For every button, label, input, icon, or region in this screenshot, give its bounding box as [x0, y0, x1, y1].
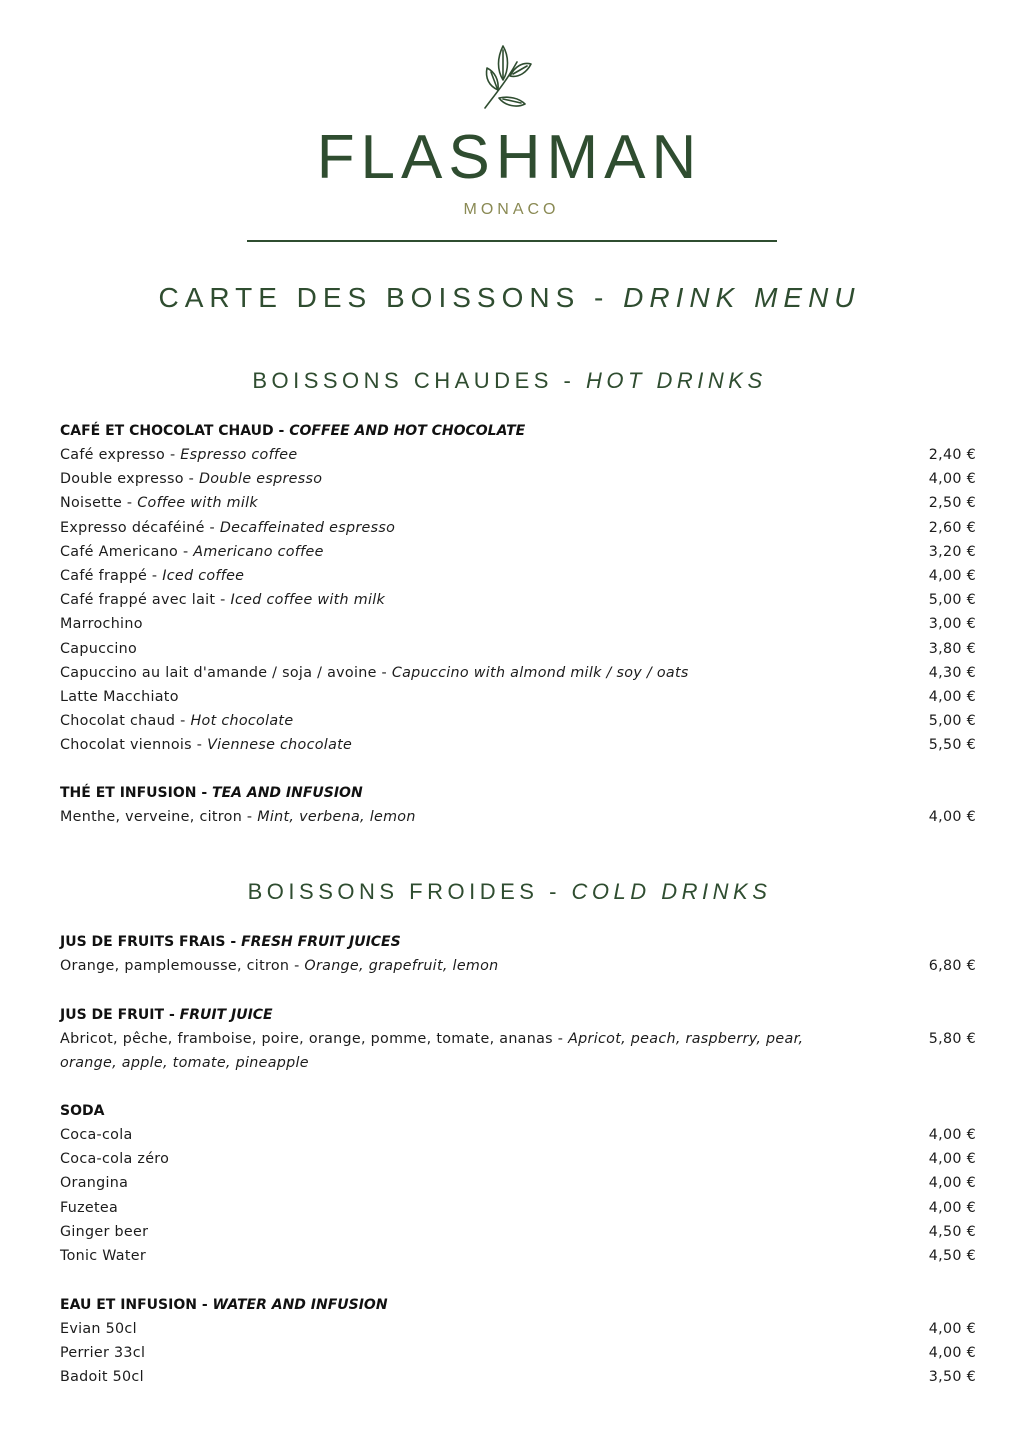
menu-item [60, 1123, 976, 1147]
menu-item-name-fr: Tonic Water [60, 1248, 147, 1265]
category-heading-separator: - [225, 934, 242, 950]
category-heading-en: COFFEE AND HOT CHOCOLATE [289, 423, 526, 439]
leaf-sprig-icon [477, 40, 535, 112]
menu-item-separator: - [175, 713, 191, 730]
section-title-separator: - [538, 879, 572, 904]
menu-item-name [60, 516, 919, 540]
menu-item [60, 588, 976, 612]
menu-item-name [60, 540, 919, 564]
category-heading-separator: - [196, 785, 213, 801]
section-title-separator: - [552, 368, 586, 393]
menu-title-separator: - [580, 282, 624, 313]
brand-name: FLASHMAN [316, 123, 703, 192]
menu-item-name-fr: Capuccino [60, 640, 138, 657]
menu-item-name [60, 1027, 860, 1075]
section-title-fr: BOISSONS CHAUDES [252, 368, 553, 393]
category-coffee [60, 419, 976, 758]
menu-item-price: 4,30 € [928, 664, 976, 681]
menu-item-name-fr: Capuccino au lait d'amande / soja / avoine [60, 664, 377, 681]
menu-item-separator: - [289, 958, 305, 974]
menu-item-separator: - [215, 592, 231, 609]
menu-item-name-fr: Orange, pamplemousse, citron [60, 958, 290, 974]
menu-item [60, 491, 976, 515]
menu-item-name-fr: Marrochino [60, 616, 143, 633]
menu-item-separator: - [552, 1031, 569, 1047]
menu-item-price: 4,00 € [928, 1199, 976, 1216]
menu-item-name [60, 709, 919, 733]
menu-item-name-fr: Latte Macchiato [60, 689, 179, 706]
menu-item-price: 4,50 € [928, 1248, 976, 1265]
menu-item-name [60, 1317, 919, 1341]
menu-item-name-fr: Evian 50cl [60, 1321, 137, 1337]
category-heading-en: FRUIT JUICE [179, 1007, 273, 1023]
category-water [60, 1293, 976, 1390]
menu-item-name-en: Apricot, peach, raspberry, pear, orange, apple, tomate, pineapple [60, 1031, 804, 1072]
menu-item-name [60, 1341, 919, 1365]
menu-item [60, 709, 976, 733]
menu-item [60, 564, 976, 588]
menu-item-price: 3,20 € [928, 543, 976, 560]
menu-item-name-en: Capuccino with almond milk / soy / oats [391, 664, 689, 681]
menu-item-price: 4,00 € [928, 1151, 976, 1168]
item-list [60, 805, 976, 829]
category-heading-fr: JUS DE FRUIT [60, 1007, 165, 1023]
section-title-fr: BOISSONS FROIDES [247, 879, 539, 904]
category-heading-fr: THÉ ET INFUSION [60, 785, 197, 801]
menu-title-en: DRINK MENU [623, 282, 861, 313]
menu-item [60, 467, 976, 491]
menu-item [60, 1244, 976, 1268]
category-heading-separator: - [196, 1297, 213, 1313]
menu-item-name-fr: Noisette [60, 495, 123, 512]
menu-item [60, 516, 976, 540]
menu-item-name-fr: Café expresso [60, 447, 166, 463]
menu-item-price: 3,50 € [928, 1369, 976, 1386]
section-title-en: COLD DRINKS [571, 879, 772, 904]
menu-item-name-en: Americano coffee [193, 543, 324, 560]
menu-item [60, 733, 976, 757]
menu-item-price: 2,50 € [928, 495, 976, 512]
brand-location: MONACO [463, 201, 560, 218]
section-title-cold-drinks [0, 879, 1019, 905]
category-tea [60, 781, 976, 829]
menu-item-price: 4,00 € [928, 1321, 976, 1337]
menu-item [60, 805, 976, 829]
menu-item-separator: - [147, 568, 163, 585]
menu-item-name-fr: Abricot, pêche, framboise, poire, orange, pomme, tomate, ananas [60, 1031, 553, 1047]
menu-item-price: 2,60 € [928, 519, 976, 536]
menu-item-name [60, 637, 919, 661]
menu-item [60, 685, 976, 709]
menu-item-name-fr: Badoit 50cl [60, 1369, 144, 1386]
menu-item-price: 5,50 € [928, 737, 976, 754]
menu-item-name-fr: Café frappé avec lait [60, 592, 216, 609]
menu-item-name-fr: Coca-cola [60, 1127, 133, 1143]
menu-item-separator: - [178, 543, 194, 560]
menu-item-name-fr: Chocolat chaud [60, 713, 176, 730]
menu-item-separator: - [376, 664, 392, 681]
menu-item-price: 4,50 € [928, 1223, 976, 1240]
menu-item-name [60, 1147, 919, 1171]
menu-title [0, 282, 1019, 314]
menu-item [60, 1317, 976, 1341]
menu-item-name-fr: Expresso décaféiné [60, 519, 205, 536]
menu-item-name [60, 661, 919, 685]
menu-item-price: 2,40 € [928, 447, 976, 463]
menu-item-name-fr: Coca-cola zéro [60, 1151, 170, 1168]
menu-item-name [60, 1220, 919, 1244]
menu-item-name [60, 588, 919, 612]
menu-item [60, 1027, 976, 1075]
menu-item-name [60, 1171, 919, 1195]
menu-item-price: 6,80 € [928, 958, 976, 974]
menu-item-name-fr: Double expresso [60, 471, 184, 488]
menu-item-price: 5,00 € [928, 713, 976, 730]
item-list [60, 1317, 976, 1390]
category-heading-fr: EAU ET INFUSION [60, 1297, 197, 1313]
menu-item-name [60, 467, 919, 491]
menu-item-price: 3,80 € [928, 640, 976, 657]
category-heading [60, 781, 976, 805]
category-heading-fr: SODA [60, 1103, 105, 1119]
menu-item-name-en: Viennese chocolate [207, 737, 353, 754]
category-heading [60, 1003, 976, 1027]
menu-item-name-en: Iced coffee [162, 568, 245, 585]
menu-item-price: 4,00 € [928, 568, 976, 585]
category-heading [60, 930, 976, 954]
menu-item-price: 4,00 € [928, 1127, 976, 1143]
menu-item [60, 1341, 976, 1365]
menu-item-name [60, 805, 919, 829]
menu-item-name-en: Decaffeinated espresso [219, 519, 396, 536]
item-list [60, 1027, 976, 1075]
category-fresh-juices [60, 930, 976, 978]
menu-item-name [60, 1196, 919, 1220]
menu-item-name-fr: Perrier 33cl [60, 1345, 146, 1362]
menu-title-fr: CARTE DES BOISSONS [158, 282, 581, 313]
category-heading-en: FRESH FRUIT JUICES [241, 934, 401, 950]
menu-item-name-fr: Fuzetea [60, 1199, 119, 1216]
menu-item-price: 4,00 € [928, 809, 976, 825]
menu-item [60, 1365, 976, 1389]
menu-item [60, 637, 976, 661]
menu-item-separator: - [165, 447, 181, 463]
category-heading-separator: - [273, 423, 290, 439]
menu-item-separator: - [122, 495, 138, 512]
menu-item-separator: - [191, 737, 208, 754]
menu-item-name-en: Double espresso [198, 471, 323, 488]
menu-item [60, 661, 976, 685]
item-list [60, 443, 976, 758]
menu-item [60, 1220, 976, 1244]
menu-item [60, 954, 976, 978]
category-heading-fr: JUS DE FRUITS FRAIS [60, 934, 226, 950]
menu-item [60, 612, 976, 636]
menu-item-name-fr: Menthe, verveine, citron [60, 809, 243, 825]
menu-item-name [60, 685, 919, 709]
category-heading [60, 1293, 976, 1317]
menu-item-name-en: Coffee with milk [137, 495, 258, 512]
header-divider [247, 240, 777, 242]
item-list [60, 1123, 976, 1268]
menu-item-price: 4,00 € [928, 689, 976, 706]
menu-item-name-en: Mint, verbena, lemon [257, 809, 416, 825]
menu-item-name-en: Orange, grapefruit, lemon [304, 958, 499, 974]
category-heading [60, 1099, 976, 1123]
menu-item-price: 5,80 € [928, 1031, 976, 1047]
menu-item-name [60, 1123, 919, 1147]
category-heading-fr: CAFÉ ET CHOCOLAT CHAUD [60, 423, 274, 439]
menu-item-price: 3,00 € [928, 616, 976, 633]
menu-item-price: 5,00 € [928, 592, 976, 609]
menu-item [60, 443, 976, 467]
menu-item-name [60, 1365, 919, 1389]
menu-item-name [60, 612, 919, 636]
menu-item-separator: - [242, 809, 258, 825]
section-title-en: HOT DRINKS [585, 368, 767, 393]
menu-item-price: 4,00 € [928, 471, 976, 488]
menu-item-separator: - [204, 519, 220, 536]
category-heading [60, 419, 976, 443]
category-heading-separator: - [164, 1007, 180, 1023]
category-fruit-juice [60, 1003, 976, 1075]
menu-item [60, 540, 976, 564]
menu-item-name-fr: Café frappé [60, 568, 148, 585]
menu-item [60, 1171, 976, 1195]
menu-item-name-en: Iced coffee with milk [230, 592, 386, 609]
item-list [60, 954, 976, 978]
menu-item-name [60, 564, 919, 588]
category-soda [60, 1099, 976, 1268]
menu-item-name-fr: Ginger beer [60, 1223, 149, 1240]
category-heading-en: TEA AND INFUSION [212, 785, 363, 801]
category-heading-en: WATER AND INFUSION [212, 1297, 388, 1313]
menu-item-name-en: Hot chocolate [190, 713, 294, 730]
menu-item-name [60, 954, 919, 978]
menu-item-name [60, 443, 919, 467]
section-title-hot-drinks [0, 368, 1019, 394]
menu-item-name [60, 491, 919, 515]
menu-item-price: 4,00 € [928, 1175, 976, 1192]
menu-item-name-fr: Orangina [60, 1175, 129, 1192]
menu-item-name [60, 1244, 919, 1268]
menu-item-name-fr: Chocolat viennois [60, 737, 192, 754]
menu-item-name [60, 733, 919, 757]
menu-item-separator: - [183, 471, 199, 488]
menu-item-name-fr: Café Americano [60, 543, 179, 560]
menu-item-price: 4,00 € [928, 1345, 976, 1362]
menu-item [60, 1196, 976, 1220]
menu-item-name-en: Espresso coffee [180, 447, 298, 463]
menu-item [60, 1147, 976, 1171]
